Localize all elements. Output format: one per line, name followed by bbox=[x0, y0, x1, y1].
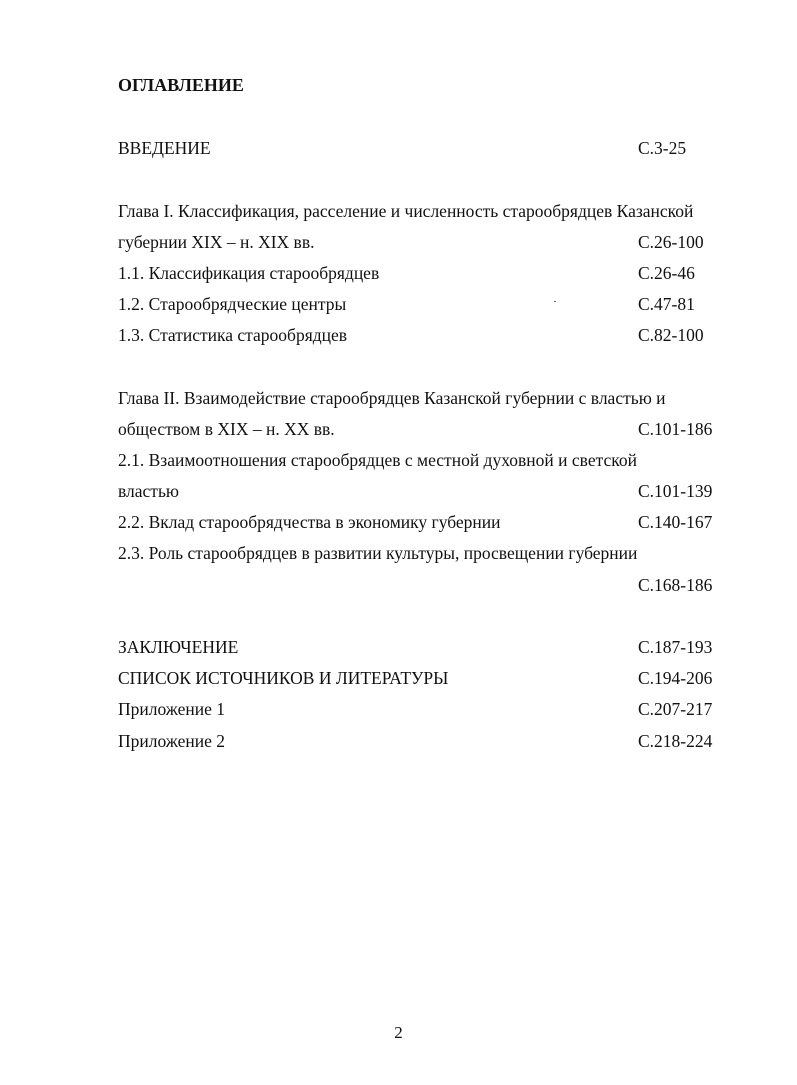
entry-pages: С.207-217 bbox=[638, 699, 713, 719]
entry-pages: С.168-186 bbox=[638, 575, 713, 595]
scan-speck bbox=[554, 301, 556, 302]
entry-text-continued: обществом в XIX – н. XX вв. bbox=[118, 419, 335, 439]
entry-text: ВВЕДЕНИЕ bbox=[118, 138, 211, 158]
entry-text: 2.1. Взаимоотношения старообрядцев с местной духовной и светской bbox=[118, 450, 637, 470]
entry-pages: С.218-224 bbox=[638, 731, 713, 751]
entry-pages: С.187-193 bbox=[638, 637, 713, 657]
entry-pages: С.82-100 bbox=[638, 325, 704, 345]
entry-pages: С.3-25 bbox=[638, 138, 687, 158]
entry-pages: С.194-206 bbox=[638, 668, 713, 688]
page-number: 2 bbox=[394, 1023, 403, 1042]
toc-heading: ОГЛАВЛЕНИЕ bbox=[118, 75, 244, 95]
entry-text: Глава I. Классификация, расселение и численность старообрядцев Казанской bbox=[118, 201, 694, 221]
entry-text: Приложение 2 bbox=[118, 731, 226, 751]
entry-text-continued: губернии XIX – н. XIX вв. bbox=[118, 232, 315, 252]
entry-text: СПИСОК ИСТОЧНИКОВ И ЛИТЕРАТУРЫ bbox=[118, 668, 449, 688]
entry-text-continued: властью bbox=[118, 481, 180, 501]
entry-pages: С.101-139 bbox=[638, 481, 713, 501]
entry-text: ЗАКЛЮЧЕНИЕ bbox=[118, 637, 239, 657]
entry-pages: С.47-81 bbox=[638, 294, 695, 314]
entry-text: 2.3. Роль старообрядцев в развитии культуры, просвещении губернии bbox=[118, 543, 638, 563]
entry-pages: С.26-100 bbox=[638, 232, 704, 252]
entry-text: 1.1. Классификация старообрядцев bbox=[118, 263, 380, 283]
entry-text: 1.2. Старообрядческие центры bbox=[118, 294, 347, 314]
entry-text: Приложение 1 bbox=[118, 699, 226, 719]
entry-text: 1.3. Статистика старообрядцев bbox=[118, 325, 348, 345]
entry-text: Глава II. Взаимодействие старообрядцев Казанской губернии с властью и bbox=[118, 388, 666, 408]
entry-pages: С.101-186 bbox=[638, 419, 713, 439]
entry-pages: С.26-46 bbox=[638, 263, 695, 283]
entry-pages: С.140-167 bbox=[638, 512, 713, 532]
entry-text: 2.2. Вклад старообрядчества в экономику губернии bbox=[118, 512, 501, 532]
